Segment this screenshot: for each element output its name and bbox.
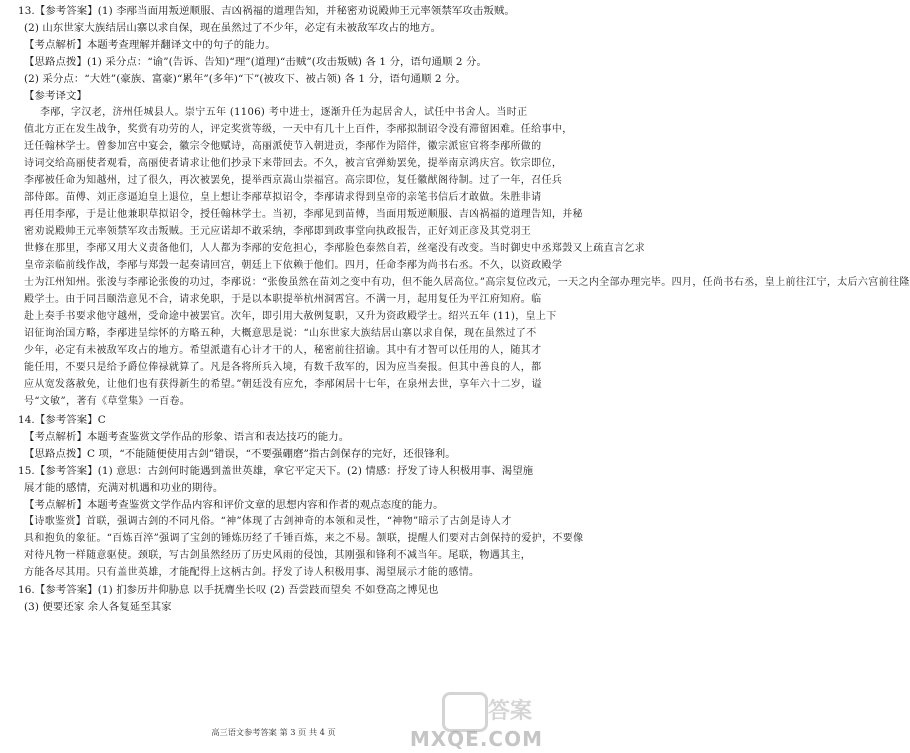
translation-line: 能任用，不要只是给予爵位俸禄就算了。凡是各将所兵入境，有数千敌军的，因为应当奏报。但其中善良的人，都 xyxy=(24,362,542,373)
poem-appreciation: 具和抱负的象征。“百炼百淬”强调了宝剑的锤炼历经了千锤百炼，来之不易。颔联，提醒人们要对古剑保持的爱护，不要像 xyxy=(24,533,584,544)
translation-line: 号“文敏”，著有《草堂集》一百卷。 xyxy=(24,396,191,407)
translation-line: 应从宽发落赦免，让他们也有获得新生的希望。”朝廷没有应允，李邴闲居十七年，在泉州去世，享年六十二岁，谥 xyxy=(24,379,542,390)
translation-line: 少年，必定有未被敌军攻占的地方。希望派遣有心计才干的人，秘密前往招谕。其中有才智可以任用的人，随其才 xyxy=(24,345,542,356)
translation-line: 皇帝亲临前线作战，李邴与郑瑴一起奏请回宫，朝廷上下依赖于他们。四月，任命李邴为尚书右丞。不久，以资政殿学 xyxy=(24,260,563,271)
watermark-seal-icon xyxy=(442,692,488,732)
analysis-13: 【考点解析】本题考查理解并翻译文中的句子的能力。 xyxy=(24,39,276,51)
translation-line: 赴上奏手书要求他守越州，受命途中被罢官。次年，即引用大赦例复职，又升为资政殿学士。绍兴五年 (11)，皇上下 xyxy=(24,311,557,322)
answer-14: 14.【参考答案】C xyxy=(18,414,106,426)
translation-heading: 【参考译文】 xyxy=(24,90,87,102)
watermark-cn-text: 答案 xyxy=(488,698,533,724)
translation-line: 部侍郎。苗傅、刘正彦逼迫皇上退位，皇上想让李邴草拟诏令，李邴请求得到皇帝的亲笔书信后才敢做。朱胜非请 xyxy=(24,192,542,203)
translation-line: 李邴，字汉老，济州任城县人。崇宁五年 (1106) 考中进士，逐渐升任为起居舍人，试任中书舍人。当时正 xyxy=(40,107,528,118)
answer-16-part3: (3) 便要还家 余人各复延至其家 xyxy=(24,601,172,613)
translation-line: 士为江州知州。张浚与李邴论张俊的功过，李邴说：“张俊虽然在苗刘之变中有功，但不能久居高位。”高宗复位改元，一天之内全部办理完毕。四月，任尚书右丞，皇上前往江宁，太后六宫前往隆 xyxy=(24,277,910,288)
analysis-14: 【考点解析】本题考查鉴赏文学作品的形象、语言和表达技巧的能力。 xyxy=(24,431,350,443)
translation-line: 诗词交给高丽使者观看，高丽使者请求让他们抄录下来带回去。不久，被言官弹劾罢免，提举南京鸿庆宫。钦宗即位， xyxy=(24,158,563,169)
answer-15-cont: 展才能的感情，充满对机遇和功业的期待。 xyxy=(24,482,224,494)
answer-13: 13.【参考答案】(1) 李邴当面用叛逆顺服、吉凶祸福的道理告知，并秘密劝说殿帅王元率领禁军攻击叛贼。 xyxy=(18,5,515,17)
translation-line: 世修在那里，李邴又用大义责备他们，人人都为李邴的安危担心，李邴脸色泰然自若，丝毫没有改变。当时御史中丞郑瑴又上疏直言乞求 xyxy=(24,243,645,254)
translation-line: 殿学士。由于同吕颐浩意见不合，请求免职，于是以本职提举杭州洞霄宫。不满一月，起用复任为平江府知府。临 xyxy=(24,294,542,305)
translation-line: 密劝说殿帅王元率领禁军攻击叛贼。王元应诺却不敢采纳，李邴即到政事堂向执政报告，正好刘正彦及其党羽王 xyxy=(24,226,532,237)
translation-line: 值北方正在发生战争，奖赏有功劳的人，评定奖赏等级，一天中有几十上百件，李邴拟制诏令没有滞留困难。任给事中， xyxy=(24,124,573,135)
poem-appreciation: 对待凡物一样随意驱使。颈联，写古剑虽然经历了历史风雨的侵蚀，其刚强和锋利不减当年。尾联，物遇其主， xyxy=(24,550,532,561)
hint-13-part1: 【思路点拨】(1) 采分点：“谕”(告诉、告知)“理”(道理)“击贼”(攻击叛贼) 各 1 分，语句通顺 2 分。 xyxy=(24,56,487,68)
translation-line: 诏征询治国方略，李邴进呈综怀的方略五种，大概意思是说：“山东世家大族结居山寨以求自保，现在虽然过了不 xyxy=(24,328,537,339)
hint-13-part2: (2) 采分点：“大姓”(豪族、富豪)“累年”(多年)“下”(被攻下、被占领) 各 1 分，语句通顺 2 分。 xyxy=(24,73,466,85)
analysis-15: 【考点解析】本题考查鉴赏文学作品内容和评价文章的思想内容和作者的观点态度的能力。 xyxy=(24,499,444,511)
page-footer: 高三语文参考答案 第 3 页 共 4 页 xyxy=(211,727,336,737)
translation-line: 再任用李邴，于是让他兼职草拟诏令，授任翰林学士。当初，李邴见到苗傅，当面用叛逆顺服、吉凶祸福的道理告知，并秘 xyxy=(24,209,583,220)
answer-15: 15.【参考答案】(1) 意思：古剑何时能遇到盖世英雄，拿它平定天下。(2) 情感：抒发了诗人积极用事、渴望施 xyxy=(18,465,534,477)
poem-appreciation: 方能各尽其用。只有盖世英雄，才能配得上这柄古剑。抒发了诗人积极用事、渴望展示才能的感情。 xyxy=(24,567,480,578)
poem-appreciation: 【诗歌鉴赏】首联，强调古剑的不同凡俗。“神”体现了古剑神奇的本领和灵性，“神物”暗示了古剑是诗人才 xyxy=(24,516,512,527)
answer-13-part2: (2) 山东世家大族结居山寨以求自保，现在虽然过了不少年，必定有未被敌军攻占的地方。 xyxy=(24,22,442,34)
hint-14: 【思路点拨】C 项，“不能随便使用古剑”错误，“不要强硼磨”指古剑保存的完好，还很锋利。 xyxy=(24,448,456,460)
watermark-logo xyxy=(409,690,547,753)
translation-line: 李邴被任命为知越州，过了很久，再次被罢免，提举西京嵩山崇福宫。高宗即位，复任徽猷阁待制。过了一年，召任兵 xyxy=(24,175,563,186)
answer-16: 16.【参考答案】(1) 扪参历井仰胁息 以手抚膺坐长叹 (2) 吾尝跂而望矣 不如登高之博见也 xyxy=(18,584,439,596)
translation-line: 迁任翰林学士。曾参加宫中宴会，徽宗令他赋诗，高丽派使节入朝进贡，李邴作为陪伴，徽宗派宦官将李邴所做的 xyxy=(24,141,542,152)
watermark-text: MXQE.COM xyxy=(409,727,543,751)
